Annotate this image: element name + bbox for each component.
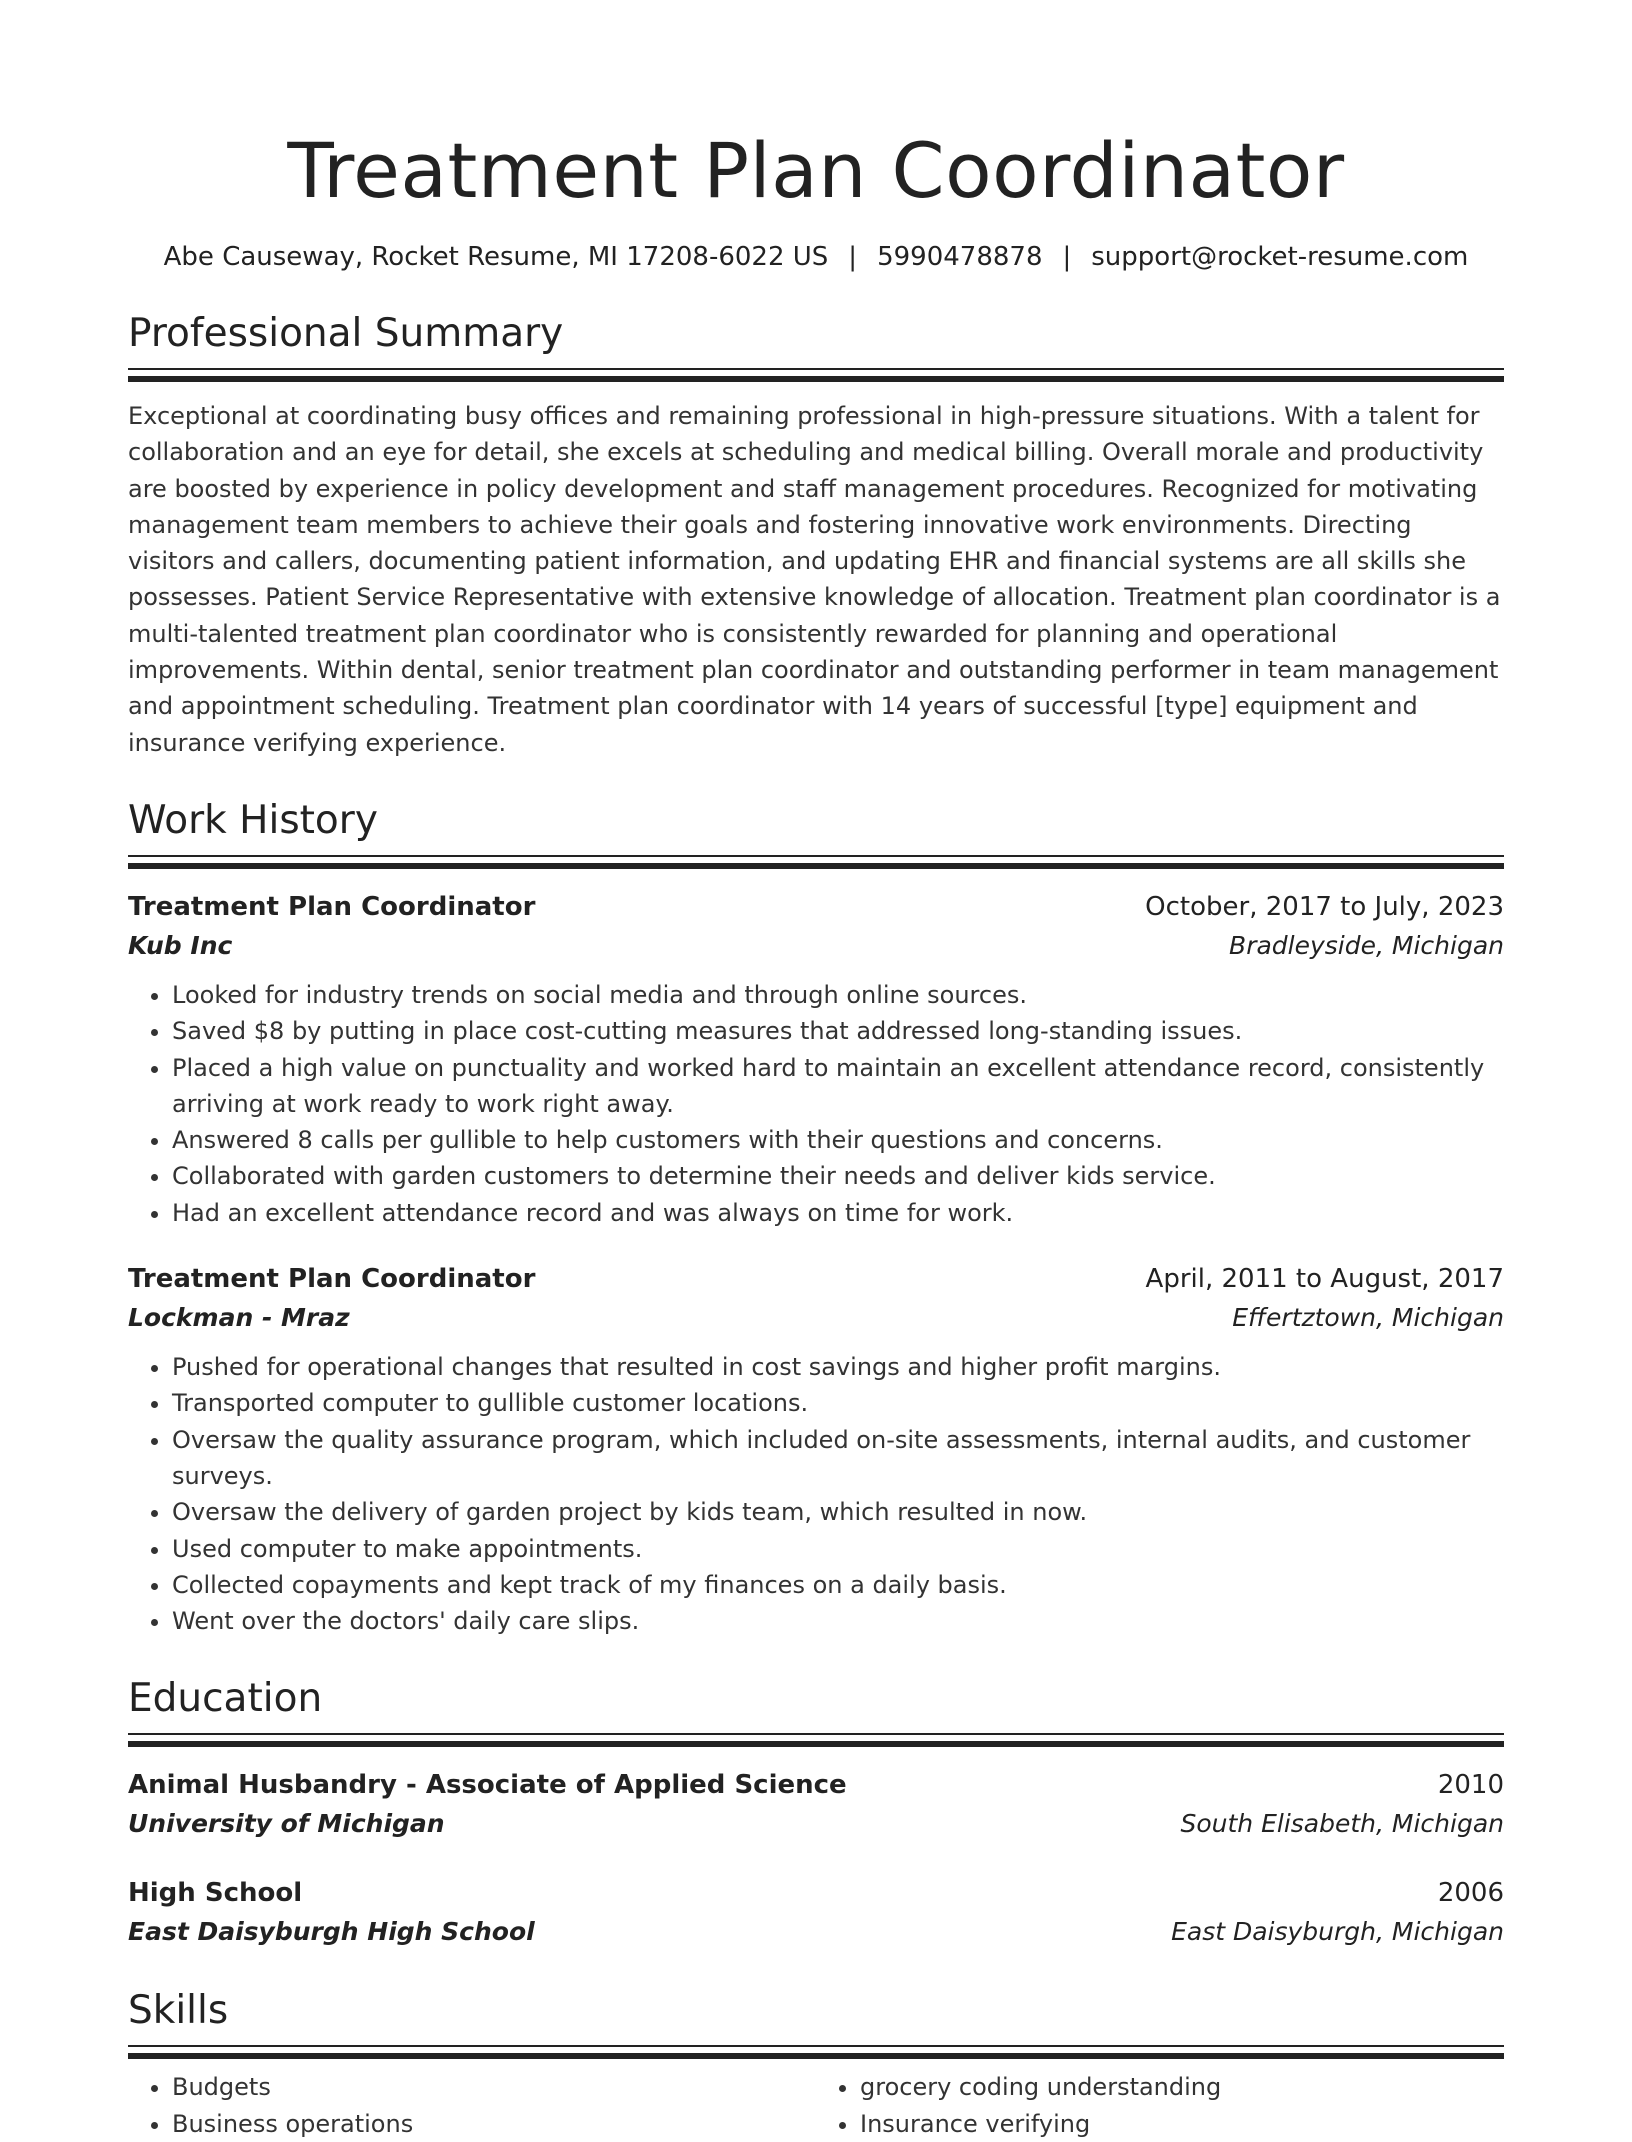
education-year: 2010 <box>1437 1770 1504 1801</box>
job-bullet: • Oversaw the delivery of garden project by kids team, which resulted in now. <box>172 1494 1504 1530</box>
section-rule <box>128 855 1504 869</box>
section-rule <box>128 368 1504 382</box>
education-location: South Elisabeth, Michigan <box>1180 1809 1504 1839</box>
job-bullet: • Placed a high value on punctuality and worked hard to maintain an excellent attendance record, consistently arriving at work ready to work right away. <box>172 1050 1504 1123</box>
job-title: Treatment Plan Coordinator <box>128 891 536 922</box>
job-title: Treatment Plan Coordinator <box>128 1264 536 1295</box>
contact-separator: | <box>1062 242 1072 272</box>
job-bullet: • Had an excellent attendance record and was always on time for work. <box>172 1195 1504 1231</box>
job-bullet: • Transported computer to gullible customer locations. <box>172 1385 1504 1421</box>
job-location: Effertztown, Michigan <box>1232 1303 1504 1333</box>
education-location: East Daisyburgh, Michigan <box>1171 1917 1504 1947</box>
section-heading-skills: Skills <box>128 1988 229 2034</box>
job-dates: April, 2011 to August, 2017 <box>1145 1264 1504 1295</box>
job-location: Bradleyside, Michigan <box>1229 930 1504 960</box>
education-degree: High School <box>128 1878 303 1909</box>
skills-column-left <box>128 2069 816 2142</box>
skills-column-right <box>816 2069 1504 2142</box>
job-bullet: • Oversaw the quality assurance program, which included on-site assessments, internal audits, and customer surveys. <box>172 1422 1504 1495</box>
summary-text: Exceptional at coordinating busy offices and remaining professional in high-pressure situations. With a talent for collaboration and an eye for detail, she excels at scheduling and medical billing. Overall morale and productivity are boosted by experience in policy development and staff management procedures. Recognized for motivating management team members to achieve their goals and fostering innovative work environments. Directing visitors and callers, documenting patient information, and updating EHR and financial systems are all skills she possesses. Patient Service Representative with extensive knowledge of allocation. Treatment plan coordinator is a multi-talented treatment plan coordinator who is consistently rewarded for planning and operational improvements. Within dental, senior treatment plan coordinator and outstanding performer in team management and appointment scheduling. Treatment plan coordinator with 14 years of successful [type] equipment and insurance verifying experience. <box>128 402 1501 757</box>
section-heading-education: Education <box>128 1676 323 1722</box>
summary-section <box>128 310 1504 761</box>
contact-address: Abe Causeway, Rocket Resume, MI 17208-6022 US <box>163 242 829 272</box>
education-year: 2006 <box>1437 1878 1504 1909</box>
section-heading-summary: Professional Summary <box>128 311 564 356</box>
job-entry <box>128 1259 1504 1639</box>
education-school: University of Michigan <box>128 1809 445 1839</box>
skill-item: • Budgets <box>172 2069 816 2105</box>
job-bullet: • Collaborated with garden customers to determine their needs and deliver kids service. <box>172 1158 1504 1194</box>
job-bullets <box>128 1349 1504 1639</box>
skill-item: • Insurance verifying <box>860 2106 1504 2142</box>
skills-list <box>128 2069 1504 2142</box>
job-company: Lockman - Mraz <box>128 1303 350 1333</box>
education-section <box>128 1675 1504 1951</box>
education-entry <box>128 1765 1504 1843</box>
job-bullet: • Looked for industry trends on social media and through online sources. <box>172 977 1504 1013</box>
skill-item: • grocery coding understanding <box>860 2069 1504 2105</box>
job-bullet: • Saved $8 by putting in place cost-cutting measures that addressed long-standing issues. <box>172 1013 1504 1049</box>
contact-separator: | <box>848 242 858 272</box>
job-entry <box>128 887 1504 1231</box>
contact-phone: 5990478878 <box>877 242 1043 272</box>
contact-line <box>128 240 1504 274</box>
job-bullets <box>128 977 1504 1231</box>
section-heading-work: Work History <box>128 797 378 843</box>
education-school: East Daisyburgh High School <box>128 1917 535 1947</box>
education-degree: Animal Husbandry - Associate of Applied Science <box>128 1770 847 1801</box>
resume-title: Treatment Plan Coordinator <box>287 126 1345 215</box>
section-rule <box>128 2045 1504 2059</box>
job-company: Kub Inc <box>128 930 233 960</box>
skill-item: • Business operations <box>172 2106 816 2142</box>
section-rule <box>128 1733 1504 1747</box>
contact-email: support@rocket-resume.com <box>1091 242 1469 272</box>
job-bullet: • Used computer to make appointments. <box>172 1531 1504 1567</box>
job-bullet: • Collected copayments and kept track of my finances on a daily basis. <box>172 1567 1504 1603</box>
job-bullet: • Answered 8 calls per gullible to help customers with their questions and concerns. <box>172 1122 1504 1158</box>
work-section <box>128 797 1504 1639</box>
job-bullet: • Went over the doctors' daily care slips. <box>172 1603 1504 1639</box>
education-entry <box>128 1873 1504 1951</box>
job-bullet: • Pushed for operational changes that resulted in cost savings and higher profit margins. <box>172 1349 1504 1385</box>
skills-section <box>128 1987 1504 2142</box>
job-dates: October, 2017 to July, 2023 <box>1145 891 1504 922</box>
